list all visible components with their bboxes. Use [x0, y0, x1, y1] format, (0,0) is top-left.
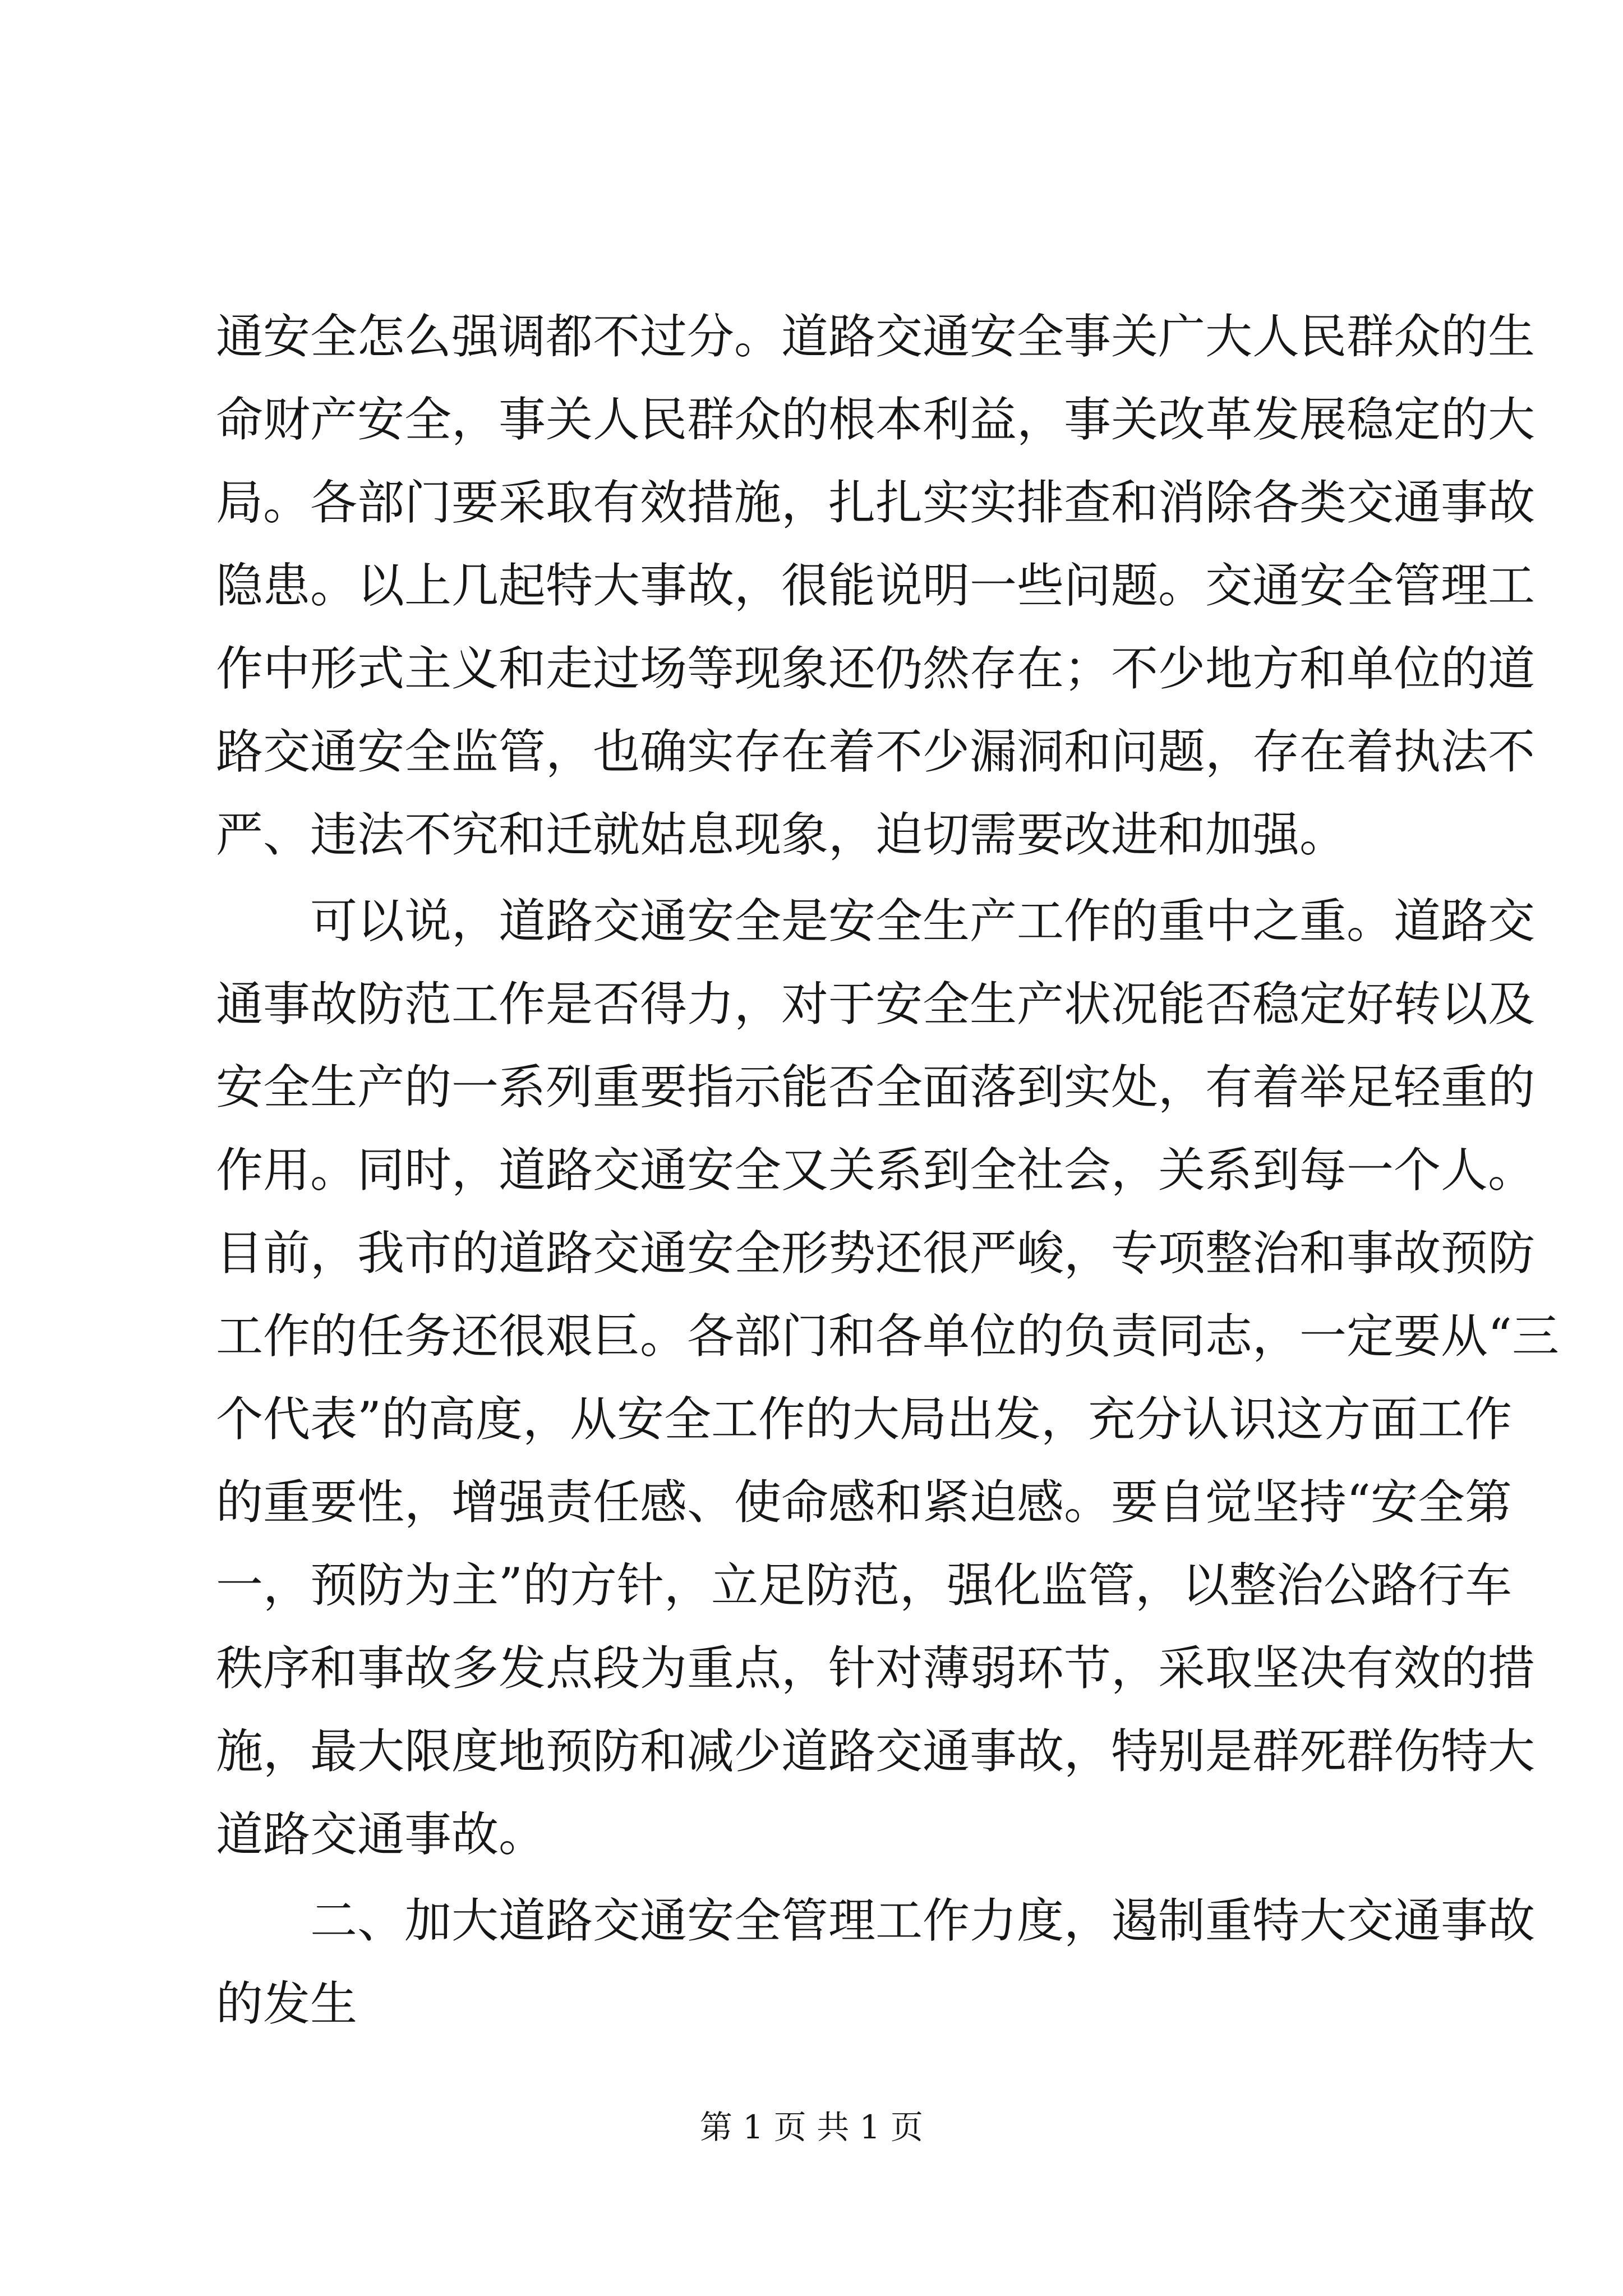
- text-line: 局。各部门要采取有效措施，扎扎实实排查和消除各类交通事故: [216, 475, 1536, 530]
- text-line: 通安全怎么强调都不过分。道路交通安全事关广大人民群众的生: [216, 309, 1536, 364]
- text-line: 通事故防范工作是否得力，对于安全生产状况能否稳定好转以及: [216, 977, 1536, 1032]
- text-line: 工作的任务还很艰巨。各部门和各单位的负责同志，一定要从“三: [216, 1309, 1559, 1364]
- text-line: 作中形式主义和走过场等现象还仍然存在；不少地方和单位的道: [216, 641, 1536, 696]
- text-line: 的重要性，增强责任感、使命感和紧迫感。要自觉坚持“安全第: [216, 1475, 1512, 1530]
- text-line: 安全生产的一系列重要指示能否全面落到实处，有着举足轻重的: [216, 1060, 1536, 1115]
- text-line: 一，预防为主”的方针，立足防范，强化监管，以整治公路行车: [216, 1558, 1512, 1613]
- text-line: 个代表”的高度，从安全工作的大局出发，充分认识这方面工作: [216, 1392, 1512, 1447]
- text-line: 路交通安全监管，也确实存在着不少漏洞和问题，存在着执法不: [216, 724, 1536, 779]
- text-line: 秩序和事故多发点段为重点，针对薄弱环节，采取坚决有效的措: [216, 1641, 1536, 1696]
- page-footer: 第 1 页 共 1 页: [700, 2108, 923, 2146]
- text-line: 命财产安全，事关人民群众的根本利益，事关改革发展稳定的大: [216, 392, 1536, 447]
- text-line: 目前，我市的道路交通安全形势还很严峻，专项整治和事故预防: [216, 1226, 1536, 1281]
- section-heading-line: 二、加大道路交通安全管理工作力度，遏制重特大交通事故: [216, 1893, 1536, 1948]
- text-line: 隐患。以上几起特大事故，很能说明一些问题。交通安全管理工: [216, 558, 1536, 613]
- text-line: 施，最大限度地预防和减少道路交通事故，特别是群死群伤特大: [216, 1724, 1536, 1779]
- text-line: 可以说，道路交通安全是安全生产工作的重中之重。道路交: [216, 894, 1536, 949]
- text-line: 道路交通事故。: [216, 1807, 546, 1862]
- text-line: 作用。同时，道路交通安全又关系到全社会，关系到每一个人。: [216, 1143, 1536, 1198]
- text-line: 严、违法不究和迁就姑息现象，迫切需要改进和加强。: [216, 807, 1347, 862]
- section-heading-line: 的发生: [216, 1976, 358, 2031]
